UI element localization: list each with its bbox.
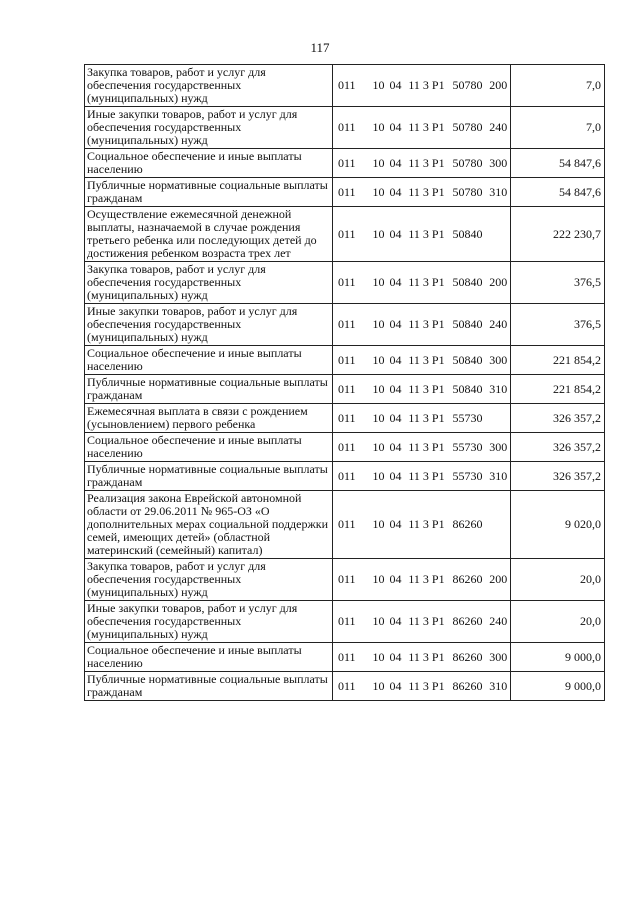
table-row xyxy=(85,178,605,207)
spacer-cell xyxy=(361,433,371,462)
section-code: 10 xyxy=(371,375,387,404)
amount-cell: 376,5 xyxy=(511,304,605,346)
spacer-cell xyxy=(361,207,371,262)
ministry-code: 011 xyxy=(333,672,361,701)
spacer-cell xyxy=(361,346,371,375)
amount-cell: 222 230,7 xyxy=(511,207,605,262)
section-code: 10 xyxy=(371,559,387,601)
table-row xyxy=(85,559,605,601)
spacer-cell xyxy=(361,462,371,491)
section-code: 10 xyxy=(371,643,387,672)
amount-cell: 54 847,6 xyxy=(511,149,605,178)
amount-cell: 9 000,0 xyxy=(511,672,605,701)
article-code: 55730 xyxy=(449,433,487,462)
expense-type-code xyxy=(487,207,511,262)
expense-type-code: 200 xyxy=(487,262,511,304)
program-code: 11 3 Р1 xyxy=(405,107,449,149)
subsection-code: 04 xyxy=(387,491,405,559)
program-code: 11 3 Р1 xyxy=(405,346,449,375)
article-code: 86260 xyxy=(449,491,487,559)
budget-table xyxy=(84,64,605,701)
ministry-code: 011 xyxy=(333,107,361,149)
article-code: 86260 xyxy=(449,672,487,701)
expense-type-code: 200 xyxy=(487,559,511,601)
table-body xyxy=(85,65,605,701)
program-code: 11 3 Р1 xyxy=(405,433,449,462)
program-code: 11 3 Р1 xyxy=(405,601,449,643)
article-code: 50840 xyxy=(449,262,487,304)
row-name: Социальное обеспечение и иные выплаты населению xyxy=(85,643,333,672)
amount-cell: 326 357,2 xyxy=(511,433,605,462)
program-code: 11 3 Р1 xyxy=(405,375,449,404)
program-code: 11 3 Р1 xyxy=(405,65,449,107)
row-name: Закупка товаров, работ и услуг для обеспечения государственных (муниципальных) нужд xyxy=(85,65,333,107)
expense-type-code: 300 xyxy=(487,149,511,178)
ministry-code: 011 xyxy=(333,207,361,262)
table-row xyxy=(85,491,605,559)
expense-type-code: 200 xyxy=(487,65,511,107)
article-code: 50780 xyxy=(449,149,487,178)
table-row xyxy=(85,346,605,375)
program-code: 11 3 Р1 xyxy=(405,643,449,672)
article-code: 55730 xyxy=(449,462,487,491)
amount-cell: 9 000,0 xyxy=(511,643,605,672)
ministry-code: 011 xyxy=(333,491,361,559)
subsection-code: 04 xyxy=(387,462,405,491)
expense-type-code: 240 xyxy=(487,601,511,643)
amount-cell: 54 847,6 xyxy=(511,178,605,207)
program-code: 11 3 Р1 xyxy=(405,491,449,559)
spacer-cell xyxy=(361,491,371,559)
spacer-cell xyxy=(361,404,371,433)
amount-cell: 326 357,2 xyxy=(511,462,605,491)
expense-type-code: 300 xyxy=(487,346,511,375)
row-name: Закупка товаров, работ и услуг для обеспечения государственных (муниципальных) нужд xyxy=(85,559,333,601)
section-code: 10 xyxy=(371,107,387,149)
ministry-code: 011 xyxy=(333,462,361,491)
spacer-cell xyxy=(361,149,371,178)
ministry-code: 011 xyxy=(333,178,361,207)
expense-type-code: 310 xyxy=(487,672,511,701)
section-code: 10 xyxy=(371,65,387,107)
section-code: 10 xyxy=(371,149,387,178)
program-code: 11 3 Р1 xyxy=(405,462,449,491)
subsection-code: 04 xyxy=(387,559,405,601)
amount-cell: 376,5 xyxy=(511,262,605,304)
subsection-code: 04 xyxy=(387,107,405,149)
article-code: 50840 xyxy=(449,207,487,262)
expense-type-code: 300 xyxy=(487,643,511,672)
section-code: 10 xyxy=(371,404,387,433)
section-code: 10 xyxy=(371,178,387,207)
article-code: 50840 xyxy=(449,375,487,404)
expense-type-code: 300 xyxy=(487,433,511,462)
expense-type-code: 310 xyxy=(487,462,511,491)
page-number: 117 xyxy=(310,40,330,55)
subsection-code: 04 xyxy=(387,304,405,346)
row-name: Осуществление ежемесячной денежной выплаты, назначаемой в случае рождения третьего ребенка или последующих детей до достижения ребенком возраста трех лет xyxy=(85,207,333,262)
subsection-code: 04 xyxy=(387,207,405,262)
amount-cell: 221 854,2 xyxy=(511,375,605,404)
table-row xyxy=(85,149,605,178)
table-row xyxy=(85,262,605,304)
program-code: 11 3 Р1 xyxy=(405,149,449,178)
row-name: Социальное обеспечение и иные выплаты населению xyxy=(85,433,333,462)
section-code: 10 xyxy=(371,262,387,304)
row-name: Публичные нормативные социальные выплаты гражданам xyxy=(85,178,333,207)
row-name: Ежемесячная выплата в связи с рождением (усыновлением) первого ребенка xyxy=(85,404,333,433)
spacer-cell xyxy=(361,672,371,701)
subsection-code: 04 xyxy=(387,433,405,462)
article-code: 50840 xyxy=(449,346,487,375)
subsection-code: 04 xyxy=(387,262,405,304)
ministry-code: 011 xyxy=(333,65,361,107)
row-name: Реализация закона Еврейской автономной области от 29.06.2011 № 965-ОЗ «О дополнительных мерах социальной поддержки семей, имеющих детей» (областной материнский (семейный) капитал) xyxy=(85,491,333,559)
program-code: 11 3 Р1 xyxy=(405,304,449,346)
ministry-code: 011 xyxy=(333,404,361,433)
ministry-code: 011 xyxy=(333,375,361,404)
row-name: Закупка товаров, работ и услуг для обеспечения государственных (муниципальных) нужд xyxy=(85,262,333,304)
subsection-code: 04 xyxy=(387,65,405,107)
table-row xyxy=(85,672,605,701)
table-row xyxy=(85,207,605,262)
spacer-cell xyxy=(361,601,371,643)
table-row xyxy=(85,601,605,643)
subsection-code: 04 xyxy=(387,601,405,643)
table-row xyxy=(85,643,605,672)
spacer-cell xyxy=(361,178,371,207)
table-row xyxy=(85,433,605,462)
table-row xyxy=(85,375,605,404)
article-code: 86260 xyxy=(449,559,487,601)
amount-cell: 7,0 xyxy=(511,65,605,107)
amount-cell: 326 357,2 xyxy=(511,404,605,433)
subsection-code: 04 xyxy=(387,178,405,207)
spacer-cell xyxy=(361,107,371,149)
table-row xyxy=(85,462,605,491)
subsection-code: 04 xyxy=(387,346,405,375)
row-name: Публичные нормативные социальные выплаты гражданам xyxy=(85,375,333,404)
spacer-cell xyxy=(361,262,371,304)
ministry-code: 011 xyxy=(333,643,361,672)
spacer-cell xyxy=(361,559,371,601)
amount-cell: 20,0 xyxy=(511,559,605,601)
spacer-cell xyxy=(361,304,371,346)
ministry-code: 011 xyxy=(333,559,361,601)
table-row xyxy=(85,107,605,149)
row-name: Иные закупки товаров, работ и услуг для обеспечения государственных (муниципальных) нужд xyxy=(85,304,333,346)
ministry-code: 011 xyxy=(333,601,361,643)
subsection-code: 04 xyxy=(387,643,405,672)
expense-type-code: 240 xyxy=(487,107,511,149)
spacer-cell xyxy=(361,643,371,672)
table-row xyxy=(85,404,605,433)
row-name: Социальное обеспечение и иные выплаты населению xyxy=(85,346,333,375)
spacer-cell xyxy=(361,65,371,107)
section-code: 10 xyxy=(371,207,387,262)
article-code: 50840 xyxy=(449,304,487,346)
row-name: Иные закупки товаров, работ и услуг для обеспечения государственных (муниципальных) нужд xyxy=(85,601,333,643)
ministry-code: 011 xyxy=(333,433,361,462)
subsection-code: 04 xyxy=(387,375,405,404)
article-code: 55730 xyxy=(449,404,487,433)
section-code: 10 xyxy=(371,433,387,462)
program-code: 11 3 Р1 xyxy=(405,404,449,433)
program-code: 11 3 Р1 xyxy=(405,672,449,701)
amount-cell: 7,0 xyxy=(511,107,605,149)
section-code: 10 xyxy=(371,672,387,701)
expense-type-code: 310 xyxy=(487,178,511,207)
ministry-code: 011 xyxy=(333,304,361,346)
subsection-code: 04 xyxy=(387,672,405,701)
row-name: Публичные нормативные социальные выплаты гражданам xyxy=(85,672,333,701)
ministry-code: 011 xyxy=(333,262,361,304)
expense-type-code xyxy=(487,491,511,559)
article-code: 50780 xyxy=(449,65,487,107)
table-row xyxy=(85,304,605,346)
spacer-cell xyxy=(361,375,371,404)
section-code: 10 xyxy=(371,462,387,491)
section-code: 10 xyxy=(371,304,387,346)
ministry-code: 011 xyxy=(333,149,361,178)
amount-cell: 221 854,2 xyxy=(511,346,605,375)
subsection-code: 04 xyxy=(387,404,405,433)
program-code: 11 3 Р1 xyxy=(405,262,449,304)
section-code: 10 xyxy=(371,601,387,643)
program-code: 11 3 Р1 xyxy=(405,559,449,601)
table-row xyxy=(85,65,605,107)
section-code: 10 xyxy=(371,346,387,375)
program-code: 11 3 Р1 xyxy=(405,178,449,207)
expense-type-code: 240 xyxy=(487,304,511,346)
row-name: Публичные нормативные социальные выплаты гражданам xyxy=(85,462,333,491)
subsection-code: 04 xyxy=(387,149,405,178)
expense-type-code: 310 xyxy=(487,375,511,404)
article-code: 86260 xyxy=(449,643,487,672)
program-code: 11 3 Р1 xyxy=(405,207,449,262)
row-name: Социальное обеспечение и иные выплаты населению xyxy=(85,149,333,178)
article-code: 50780 xyxy=(449,107,487,149)
expense-type-code xyxy=(487,404,511,433)
amount-cell: 9 020,0 xyxy=(511,491,605,559)
amount-cell: 20,0 xyxy=(511,601,605,643)
row-name: Иные закупки товаров, работ и услуг для обеспечения государственных (муниципальных) нужд xyxy=(85,107,333,149)
article-code: 50780 xyxy=(449,178,487,207)
section-code: 10 xyxy=(371,491,387,559)
ministry-code: 011 xyxy=(333,346,361,375)
article-code: 86260 xyxy=(449,601,487,643)
